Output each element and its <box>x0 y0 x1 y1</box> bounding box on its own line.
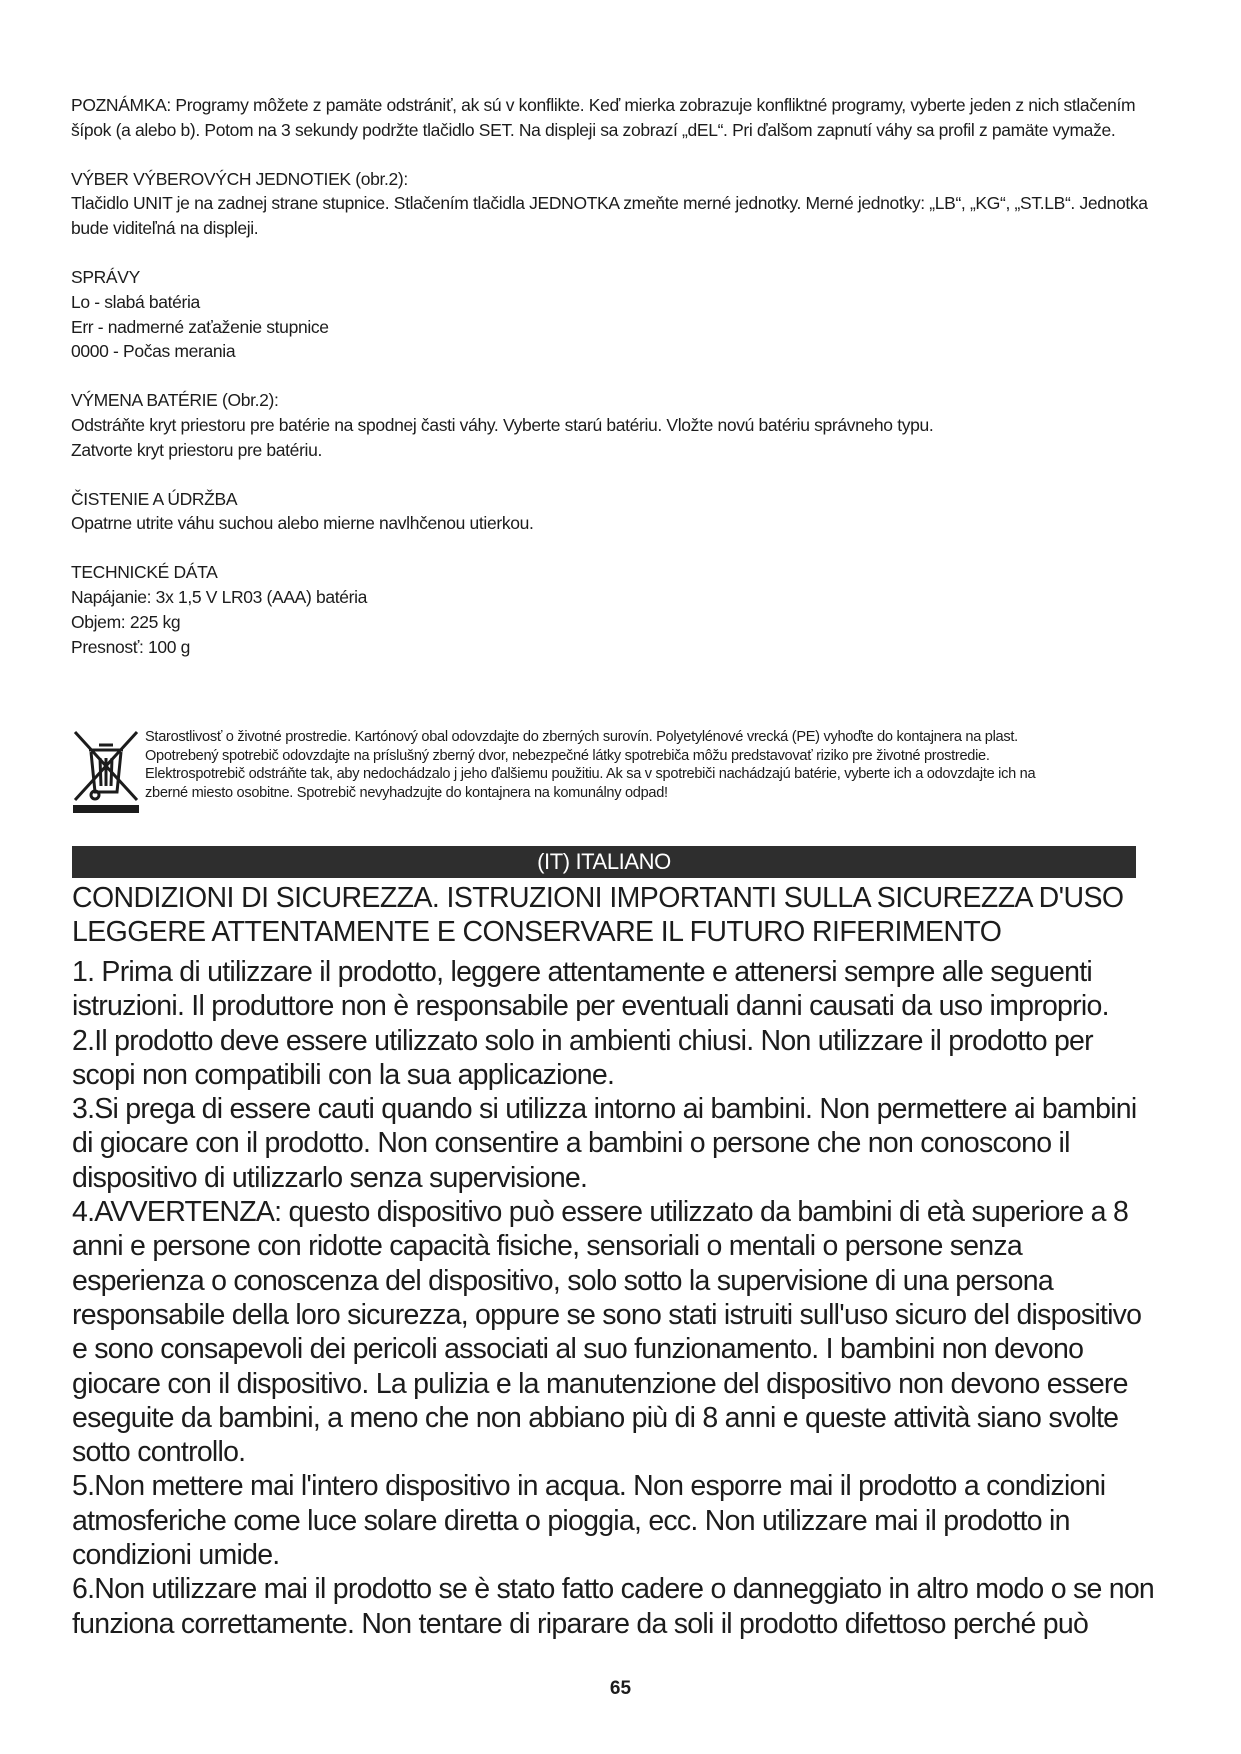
environment-line: Starostlivosť o životné prostredie. Kartónový obal odovzdajte do zberných surovín. Polyetylénové vrecká (PE) vyhoďte do kontajnera na plast. <box>145 729 1018 745</box>
body-line: scopi non compatibili con la sua applicazione. <box>72 1058 615 1091</box>
battery-text-line: Zatvorte kryt priestoru pre batériu. <box>71 439 322 460</box>
italian-heading <box>72 881 1172 949</box>
weee-crossed-bin-icon <box>71 728 141 814</box>
units-text: Tlačidlo UNIT je na zadnej strane stupnice. Stlačením tlačidla JEDNOTKA zmeňte merné jednotky. Merné jednotky: „LB“, „KG“, „ST.LB“. Jednotka bude viditeľná na displeji. <box>71 193 1148 239</box>
note-paragraph: POZNÁMKA: Programy môžete z pamäte odstrániť, ak sú v konflikte. Keď mierka zobrazuje konfliktné programy, vyberte jeden z nich stlačením šípok (a alebo b). Potom na 3 sekundy podržte tlačidlo SET. Na displeji sa zobrazí „dEL“. Pri ďalšom zapnutí váhy sa profil z pamäte vymaže. <box>71 95 1136 140</box>
tech-line: Napájanie: 3x 1,5 V LR03 (AAA) batéria <box>71 586 368 607</box>
body-line: di giocare con il prodotto. Non consentire a bambini o persone che non conoscono il <box>72 1127 1070 1160</box>
body-line: condizioni umide. <box>72 1539 280 1572</box>
heading-line: CONDIZIONI DI SICUREZZA. ISTRUZIONI IMPORTANTI SULLA SICUREZZA D'USO <box>72 882 1124 914</box>
message-line: Lo - slabá batéria <box>71 291 200 312</box>
tech-heading: TECHNICKÉ DÁTA <box>71 562 218 583</box>
battery-heading: VÝMENA BATÉRIE (Obr.2): <box>71 390 279 411</box>
body-line: esperienza o conoscenza del dispositivo, solo sotto la supervisione di una persona <box>72 1264 1053 1297</box>
body-line: funziona correttamente. Non tentare di riparare da soli il prodotto difettoso perché può <box>72 1607 1089 1640</box>
body-line: dispositivo di utilizzarlo senza supervisione. <box>72 1161 588 1194</box>
page-number: 65 <box>609 1678 632 1699</box>
environment-line: zberné miesto osobitne. Spotrebič nevyhadzujte do kontajnera na komunálny odpad! <box>145 784 668 801</box>
body-line: 2.Il prodotto deve essere utilizzato solo in ambienti chiusi. Non utilizzare il prodotto per <box>72 1024 1093 1057</box>
cleaning-text: Opatrne utrite váhu suchou alebo mierne navlhčenou utierkou. <box>71 513 534 534</box>
body-line: sotto controllo. <box>72 1436 246 1469</box>
body-line: eseguite da bambini, a meno che non abbiano più di 8 anni e queste attività siano svolte <box>72 1401 1119 1434</box>
battery-text-line: Odstráňte kryt priestoru pre batérie na spodnej časti váhy. Vyberte starú batériu. Vložte novú batériu správneho typu. <box>71 414 934 435</box>
body-line: atmosferiche come luce solare diretta o pioggia, ecc. Non utilizzare mai il prodotto in <box>72 1504 1070 1537</box>
body-line: 4.AVVERTENZA: questo dispositivo può essere utilizzato da bambini di età superiore a 8 <box>72 1196 1129 1229</box>
message-line: Err - nadmerné zaťaženie stupnice <box>71 316 329 337</box>
cleaning-heading: ČISTENIE A ÚDRŽBA <box>71 488 238 509</box>
italian-body <box>72 955 1192 1641</box>
body-line: anni e persone con ridotte capacità fisiche, sensoriali o mentali o persone senza <box>72 1230 1023 1263</box>
body-line: 3.Si prega di essere cauti quando si utilizza intorno ai bambini. Non permettere ai bambini <box>72 1093 1137 1126</box>
body-line: giocare con il dispositivo. La pulizia e la manutenzione del dispositivo non devono essere <box>72 1367 1128 1400</box>
body-line: responsabile della loro sicurezza, oppure se sono stati istruiti sull'uso sicuro del dispositivo <box>72 1298 1142 1331</box>
body-line: 6.Non utilizzare mai il prodotto se è stato fatto cadere o danneggiato in altro modo o se non <box>72 1573 1155 1606</box>
environment-notice <box>71 728 1171 818</box>
units-heading: VÝBER VÝBEROVÝCH JEDNOTIEK (obr.2): <box>71 168 408 189</box>
messages-heading: SPRÁVY <box>71 266 140 287</box>
environment-text <box>145 728 1171 802</box>
body-line: istruzioni. Il produttore non è responsabile per eventuali danni causati da uso improprio. <box>72 990 1109 1023</box>
slovak-section <box>71 93 1171 659</box>
heading-line: LEGGERE ATTENTAMENTE E CONSERVARE IL FUTURO RIFERIMENTO <box>72 916 1002 948</box>
language-section-bar: (IT) ITALIANO <box>72 846 1136 878</box>
environment-line: Opotrebený spotrebič odovzdajte na príslušný zberný dvor, nebezpečné látky spotrebiča môžu predstavovať riziko pre životné prostredie. <box>145 747 990 764</box>
tech-line: Presnosť: 100 g <box>71 636 191 657</box>
body-line: 5.Non mettere mai l'intero dispositivo in acqua. Non esporre mai il prodotto a condizioni <box>72 1470 1106 1503</box>
message-line: 0000 - Počas merania <box>71 341 236 362</box>
tech-line: Objem: 225 kg <box>71 611 181 632</box>
body-line: 1. Prima di utilizzare il prodotto, leggere attentamente e attenersi sempre alle seguenti <box>72 956 1093 988</box>
environment-line: Elektrospotrebič odstráňte tak, aby nedochádzalo j jeho ďalšiemu použitiu. Ak sa v spotrebiči nachádzajú batérie, vyberte ich a odovzdajte ich na <box>145 766 1036 783</box>
body-line: e sono consapevoli dei pericoli associati al suo funzionamento. I bambini non devono <box>72 1333 1084 1366</box>
